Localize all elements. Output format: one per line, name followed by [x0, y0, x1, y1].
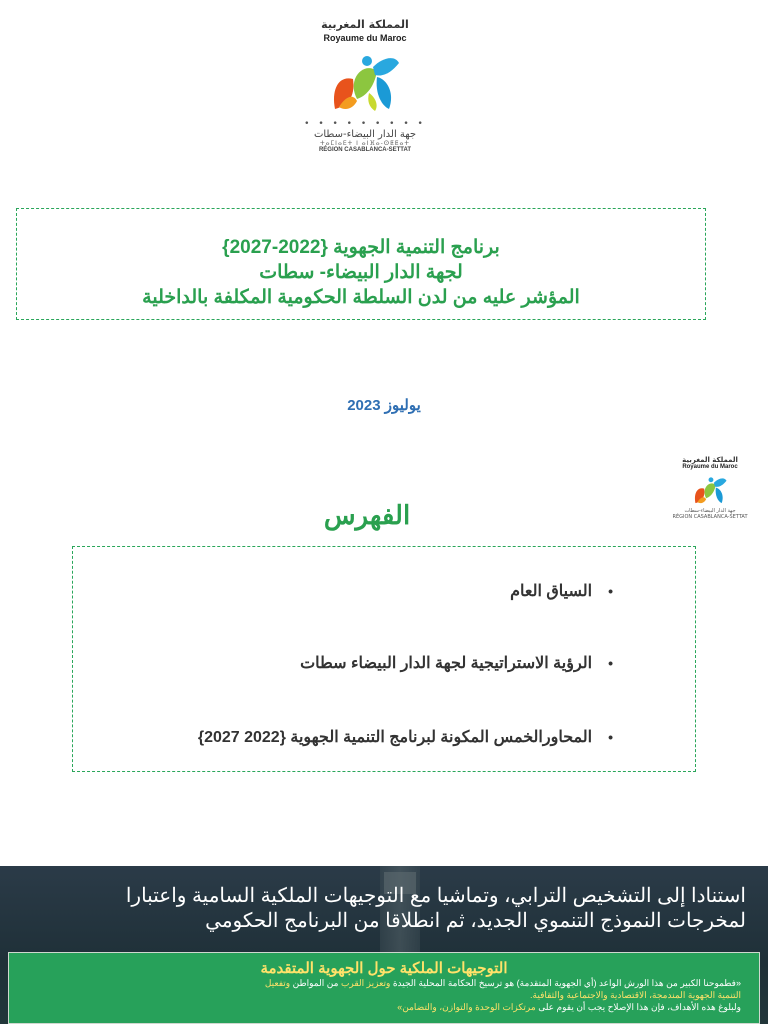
- kingdom-name-fr: Royaume du Maroc: [323, 33, 407, 43]
- kingdom-name-ar: المملكة المغربية: [321, 18, 409, 31]
- program-title-line1: برنامج التنمية الجهوية {2022-2027}: [222, 237, 500, 258]
- region-name-ar-small: جهة الدار البيضاء-سطات: [684, 508, 736, 514]
- index-item[interactable]: [300, 653, 613, 673]
- kingdom-name-fr-small: Royaume du Maroc: [682, 464, 738, 470]
- banner-line1-a: «فطموحنا الكبير من هذا الورش الواعد (أي الجهوية المتقدمة) هو ترسيخ الحكامة المحلية الجيدة: [392, 978, 741, 988]
- index-item-label: السياق العام: [510, 583, 593, 600]
- banner-line3-b: مرتكزات الوحدة والتوازن، والتضامن»: [397, 1002, 536, 1012]
- bullet-icon: •: [608, 583, 613, 599]
- document-date: يوليوز 2023: [347, 397, 421, 414]
- region-emblem-icon: [325, 49, 405, 119]
- banner-line3-a: ولبلوغ هذه الأهداف، فإن هذا الإصلاح يجب أن يقوم على: [538, 1002, 741, 1012]
- context-text: [16, 884, 746, 934]
- region-name-fr-small: RÉGION CASABLANCA-SETTAT: [672, 514, 748, 520]
- region-name-tifinagh: ⵜⴰⵎⵏⴰⴹⵜ ⵏ ⴰⵏⴼⴰ-ⵙⵟⵟⴰⵜ: [319, 140, 411, 147]
- index-item[interactable]: [198, 727, 613, 747]
- kingdom-name-ar-small: المملكة المغربية: [682, 456, 738, 464]
- program-title-line2: لجهة الدار البيضاء- سطات: [259, 262, 463, 283]
- banner-line1-b: وتعزيز القرب: [340, 978, 391, 988]
- context-line1: استنادا إلى التشخيص الترابي، وتماشيا مع التوجيهات الملكية السامية واعتبارا: [125, 885, 746, 907]
- program-title-line3: المؤشر عليه من لدن السلطة الحكومية المكلفة بالداخلية: [142, 287, 580, 308]
- banner-line3: [9, 1001, 759, 1013]
- banner-line1-c: من المواطن: [292, 978, 339, 988]
- program-title-box: [16, 208, 706, 320]
- logo-dots: • • • • • • • • •: [304, 119, 426, 129]
- index-item[interactable]: [510, 581, 613, 601]
- royal-directives-banner: [8, 952, 760, 1024]
- index-item-label: الرؤية الاستراتيجية لجهة الدار البيضاء سطات: [300, 655, 593, 672]
- context-section: [0, 866, 768, 1024]
- index-item-label: المحاورالخمس المكونة لبرنامج التنمية الجهوية {2022 2027}: [197, 729, 593, 746]
- region-name-ar: جهة الدار البيضاء-سطات: [313, 129, 417, 140]
- region-name-fr: RÉGION CASABLANCA-SETTAT: [318, 147, 412, 153]
- banner-line1: [9, 977, 759, 989]
- region-logo-header: [300, 18, 430, 183]
- bullet-icon: •: [608, 655, 613, 671]
- bullet-icon: •: [608, 729, 613, 745]
- index-box: [72, 546, 696, 772]
- banner-line2: التنمية الجهوية المندمجة، الاقتصادية والاجتماعية والثقافية.: [530, 990, 741, 1000]
- index-title: الفهرس: [323, 500, 411, 530]
- context-line2: لمخرجات النموذج التنموي الجديد، ثم انطلاقا من البرنامج الحكومي: [205, 910, 746, 932]
- banner-line1-d: وتفعيل: [264, 978, 291, 988]
- banner-title: التوجيهات الملكية حول الجهوية المتقدمة: [260, 960, 508, 977]
